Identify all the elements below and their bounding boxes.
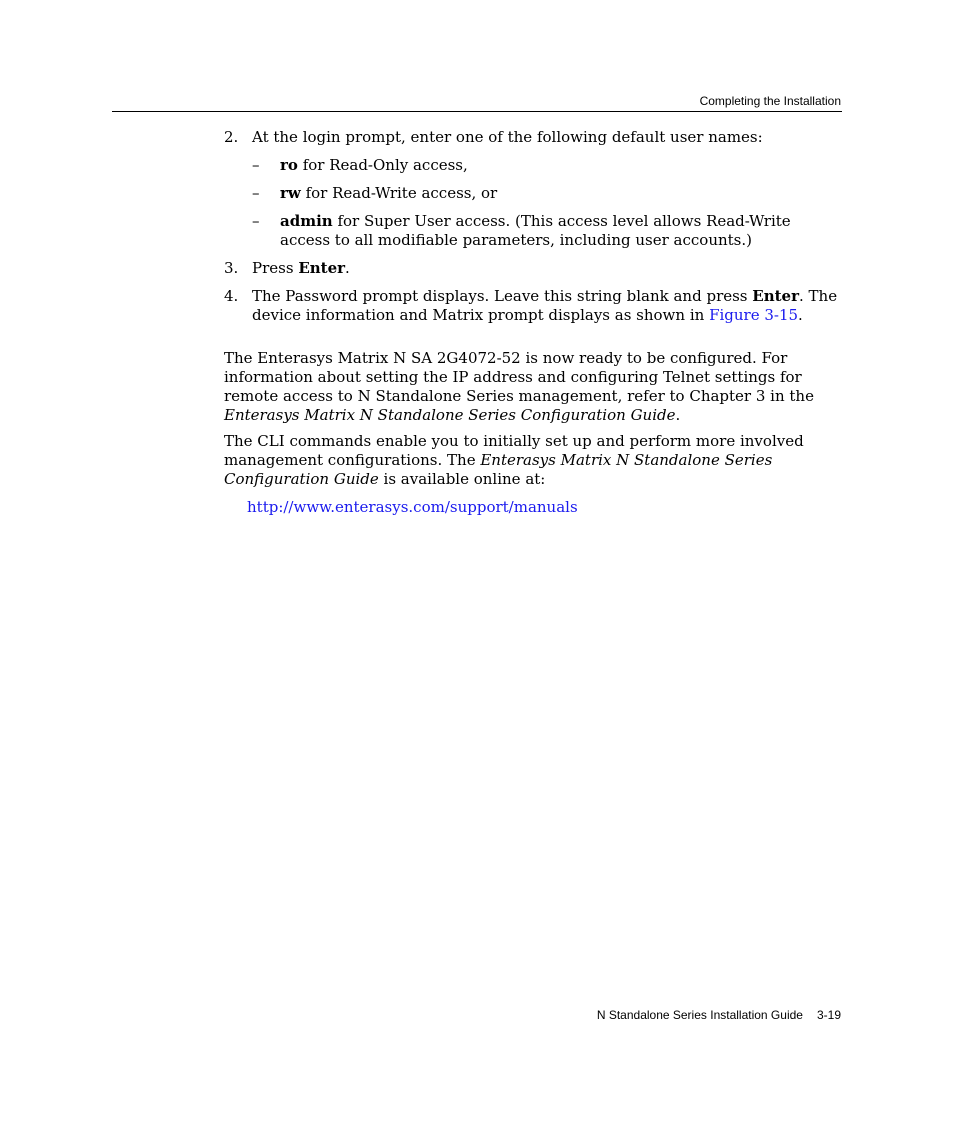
page-body xyxy=(224,128,842,517)
sub-item-rw xyxy=(224,184,842,203)
dash-bullet: – xyxy=(252,184,260,202)
manuals-url-link[interactable]: http://www.enterasys.com/support/manuals xyxy=(247,498,578,516)
user-name-ro: ro xyxy=(280,156,298,174)
paragraph-text: The CLI commands enable you to initially set up and perform more involved management configurations. The xyxy=(224,432,804,469)
step-text: At the login prompt, enter one of the following default user names: xyxy=(252,128,763,146)
dash-bullet: – xyxy=(252,212,260,230)
user-name-rw: rw xyxy=(280,184,301,202)
sub-item-ro xyxy=(224,156,842,175)
paragraph-end: . xyxy=(675,406,681,424)
guide-title: Enterasys Matrix N Standalone Series Configuration Guide xyxy=(224,451,773,488)
step-text: Press xyxy=(252,259,299,277)
header-section-title: Completing the Installation xyxy=(699,94,841,108)
sub-item-text: for Read-Write access, or xyxy=(300,184,498,202)
sub-item-text: for Super User access. (This access level allows Read-Write access to all modifiable parameters, including user accounts.) xyxy=(280,212,791,249)
step-text-end: . xyxy=(345,259,350,277)
sub-item-text: for Read-Only access, xyxy=(297,156,468,174)
step-3 xyxy=(224,259,842,278)
page-number: 3-19 xyxy=(816,1008,841,1022)
enter-key: Enter xyxy=(298,259,346,277)
enter-key: Enter xyxy=(752,287,799,305)
dash-bullet: – xyxy=(252,156,260,174)
step-4 xyxy=(224,287,842,325)
step-text: The Password prompt displays. Leave this string blank and press xyxy=(252,287,753,305)
paragraph-end: is available online at: xyxy=(378,470,546,488)
step-text-continued: . The device information and Matrix prompt displays as shown in xyxy=(252,287,838,324)
paragraph-text: The Enterasys Matrix N SA 2G4072-52 is now ready to be configured. For information about setting the IP address and configuring Telnet settings for remote access to N Standalone Series management, refer to Chapter 3 in the xyxy=(224,349,814,405)
sub-item-admin xyxy=(224,212,842,250)
header-rule xyxy=(112,111,842,112)
url-line xyxy=(224,498,842,517)
figure-3-15-link[interactable]: Figure 3-15 xyxy=(709,306,799,324)
paragraph-ready xyxy=(224,349,842,425)
step-text-end: . xyxy=(798,306,803,324)
paragraph-cli xyxy=(224,432,842,489)
step-number: 3. xyxy=(224,259,239,277)
step-2 xyxy=(224,128,842,147)
step-number: 4. xyxy=(224,287,239,305)
footer-guide-title: N Standalone Series Installation Guide xyxy=(596,1008,803,1022)
guide-title: Enterasys Matrix N Standalone Series Configuration Guide xyxy=(224,406,676,424)
user-name-admin: admin xyxy=(280,212,333,230)
running-footer xyxy=(597,1008,841,1022)
running-header xyxy=(700,94,841,108)
step-number: 2. xyxy=(224,128,239,146)
